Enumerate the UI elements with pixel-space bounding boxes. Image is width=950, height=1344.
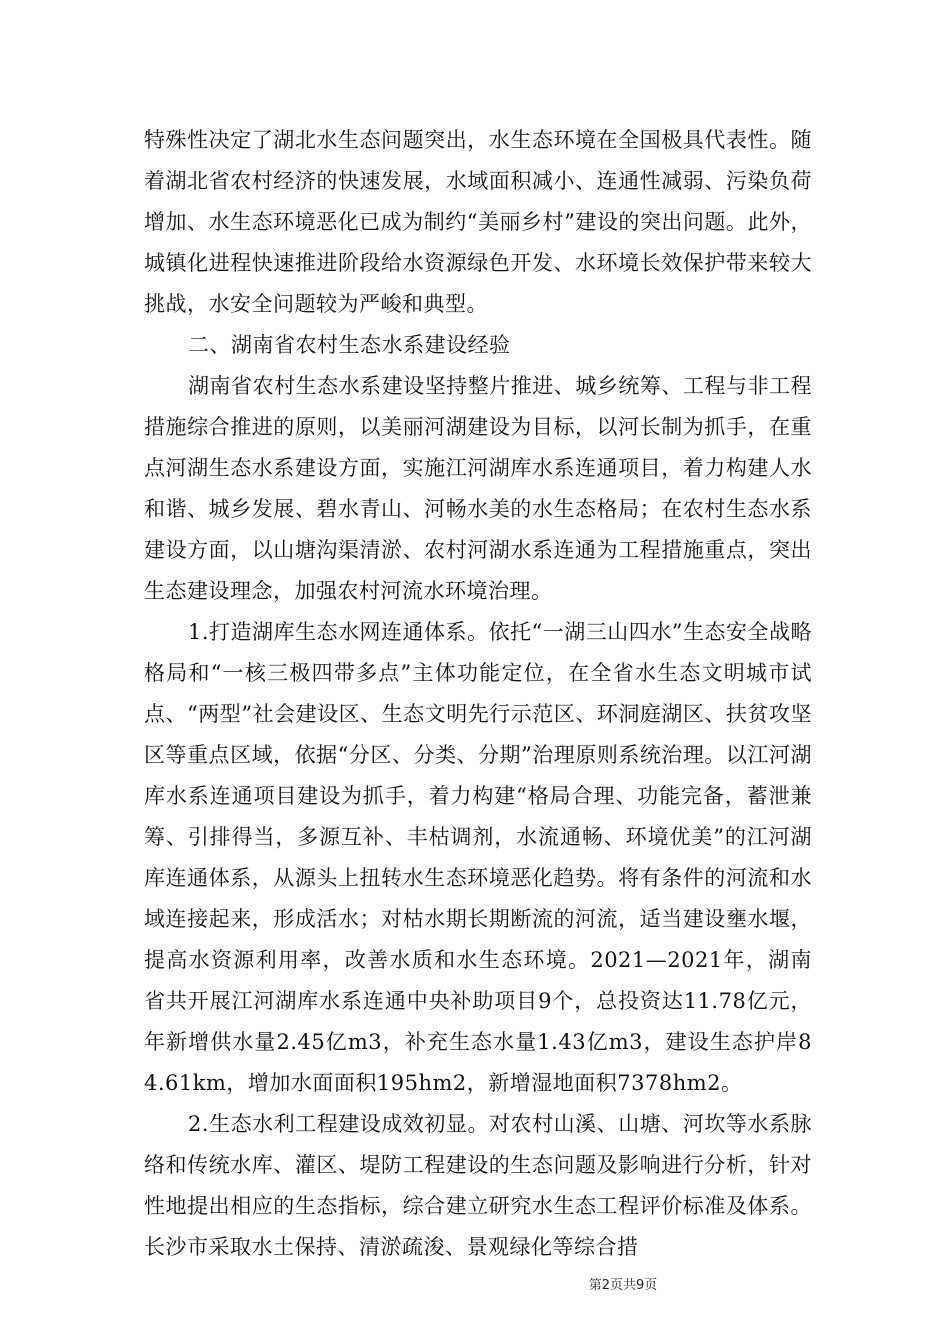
paragraph-hunan-overview: 湖南省农村生态水系建设坚持整片推进、城乡统筹、工程与非工程措施综合推进的原则，以美丽河湖建设为目标，以河长制为抓手，在重点河湖生态水系建设方面，实施江河湖库水系连通项目，着力构建人水和谐、城乡发展、碧水青山、河畅水美的水生态格局；在农村生态水系建设方面，以山塘沟渠清淤、农村河湖水系连通为工程措施重点，突出生态建设理念，加强农村河流水环境治理。 — [144, 374, 812, 603]
document-body — [144, 120, 812, 1268]
page-footer — [0, 1274, 950, 1293]
paragraph-water-ecology-hubei: 特殊性决定了湖北水生态问题突出，水生态环境在全国极具代表性。随着湖北省农村经济的快速发展，水域面积减小、连通性减弱、污染负荷增加、水生态环境恶化已成为制约“美丽乡村”建设的突出问题。此外，城镇化进程快速推进阶段给水资源绿色开发、水环境长效保护带来较大挑战，水安全问题较为严峻和典型。 — [144, 128, 812, 316]
paragraph-ecological-engineering: 2.生态水利工程建设成效初显。对农村山溪、山塘、河坎等水系脉络和传统水库、灌区、堤防工程建设的生态问题及影响进行分析，针对性地提出相应的生态指标，综合建立研究水生态工程评价标准及体系。长沙市采取水土保持、清淤疏浚、景观绿化等综合措 — [144, 1112, 812, 1259]
page-number: 第2页共9页 — [588, 1278, 658, 1293]
section-heading-hunan-experience: 二、湖南省农村生态水系建设经验 — [188, 333, 511, 357]
paragraph-lake-reservoir-network: 1.打造湖库生态水网连通体系。依托“一湖三山四水”生态安全战略格局和“一核三极四带多点”主体功能定位，在全省水生态文明城市试点、“两型”社会建设区、生态文明先行示范区、环洞庭湖区、扶贫攻坚区等重点区域，依据“分区、分类、分期”治理原则系统治理。以江河湖库水系连通项目建设为抓手，着力构建“格局合理、功能完备，蓄泄兼筹、引排得当，多源互补、丰枯调剂，水流通畅、环境优美”的江河湖库连通体系，从源头上扭转水生态环境恶化趋势。将有条件的河流和水域连接起来，形成活水；对枯水期长期断流的河流，适当建设壅水堰，提高水资源利用率，改善水质和水生态环境。2021—2021年，湖南省共开展江河湖库水系连通中央补助项目9个，总投资达11.78亿元，年新增供水量2.45亿m3，补充生态水量1.43亿m3，建设生态护岸84.61km，增加水面面积195hm2，新增湿地面积7378hm2。 — [144, 620, 813, 1095]
